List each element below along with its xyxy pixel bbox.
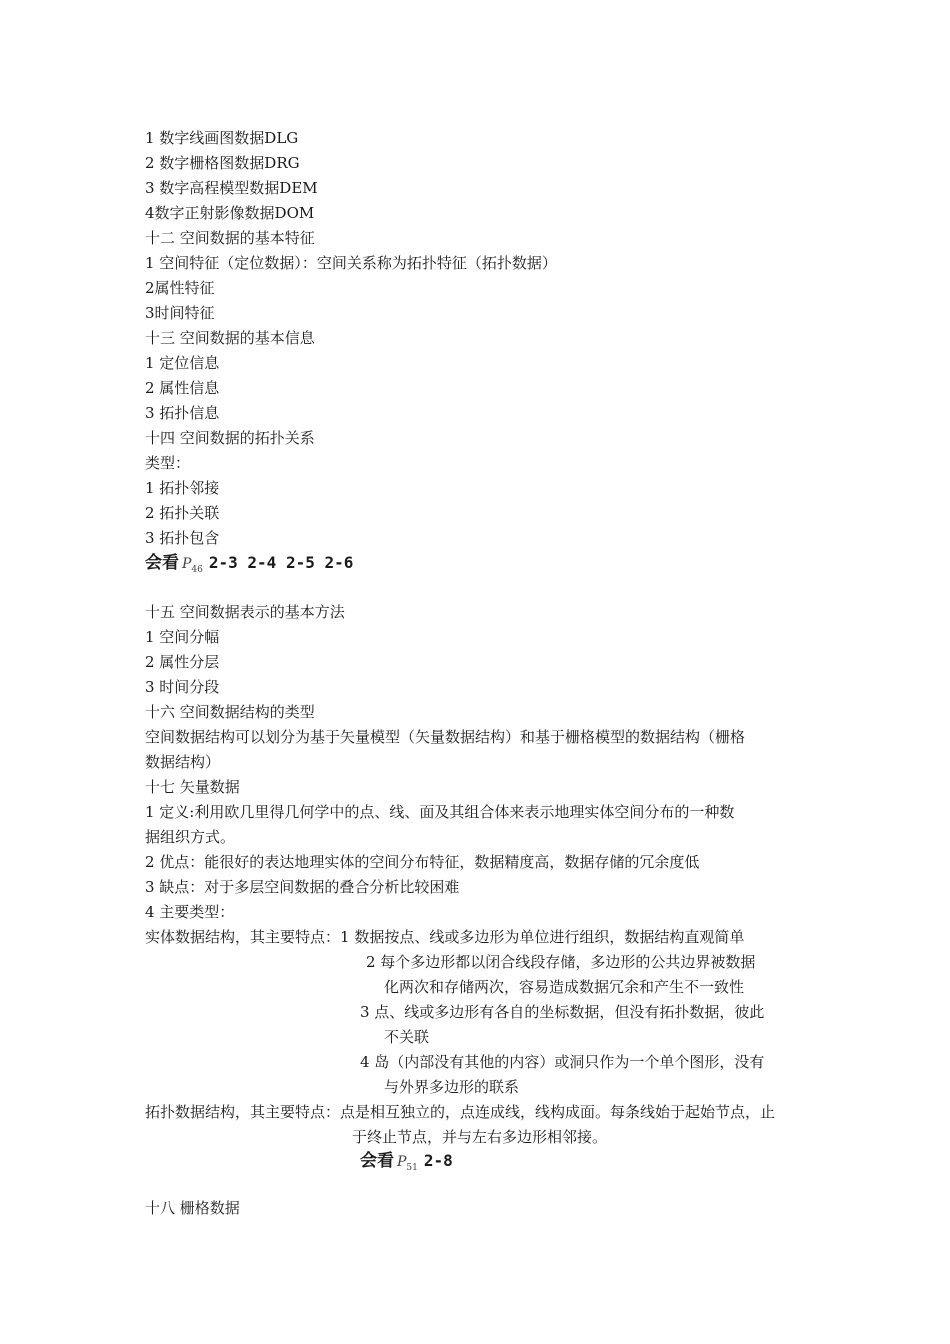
text-line: 类型： <box>145 454 191 472</box>
page-ref: $P_{46}$ <box>182 556 203 575</box>
text-line: 3 拓扑包含 <box>145 529 220 547</box>
text-line: 1 数字线画图数据DLG <box>145 129 299 147</box>
entity-feature-item: 4 岛（内部没有其他的内容）或洞只作为一个单个图形，没有 <box>360 1053 765 1071</box>
entity-feature-item: 3 点、线或多边形有各自的坐标数据，但没有拓扑数据，彼此 <box>360 1003 765 1021</box>
text-line: 3 数字高程模型数据DEM <box>145 179 318 197</box>
text-line: 2 数字栅格图数据DRG <box>145 154 300 172</box>
text-line: 4数字正射影像数据DOM <box>145 204 315 222</box>
text-line: 1 定义:利用欧几里得几何学中的点、线、面及其组合体来表示地理实体空间分布的一种数 <box>145 803 735 821</box>
section-heading: 十三 空间数据的基本信息 <box>145 329 315 347</box>
text-line: 1 拓扑邻接 <box>145 479 220 497</box>
topology-structure-line: 拓扑数据结构，其主要特点：点是相互独立的，点连成线，线构成面。每条线始于起始节点，止 <box>145 1103 776 1121</box>
text-line: 2 优点：能很好的表达地理实体的空间分布特征，数据精度高，数据存储的冗余度低 <box>145 853 700 871</box>
text-line: 1 空间特征（定位数据）：空间关系称为拓扑特征（拓扑数据） <box>145 254 557 272</box>
section-heading: 十五 空间数据表示的基本方法 <box>145 603 345 621</box>
text-line: 4 主要类型： <box>145 903 235 921</box>
text-line: 3时间特征 <box>145 304 215 322</box>
see-label: 会看 <box>360 1151 394 1171</box>
text-line: 3 缺点：对于多层空间数据的叠合分析比较困难 <box>145 878 460 896</box>
text-line: 据组织方式。 <box>145 828 236 846</box>
figure-refs: 2-8 <box>423 1151 453 1170</box>
text-line: 2 拓扑关联 <box>145 504 220 522</box>
section-heading: 十七 矢量数据 <box>145 778 240 796</box>
text-line: 2 属性分层 <box>145 653 220 671</box>
figure-refs: 2-3 2-4 2-5 2-6 <box>208 553 354 572</box>
see-reference <box>145 552 353 581</box>
entity-feature-item: 2 每个多边形都以闭合线段存储，多边形的公共边界被数据 <box>366 953 756 971</box>
entity-feature-item: 不关联 <box>384 1028 430 1046</box>
topology-structure-line: 于终止节点，并与左右多边形相邻接。 <box>352 1128 608 1146</box>
text-line: 1 空间分幅 <box>145 628 220 646</box>
text-line: 2属性特征 <box>145 279 215 297</box>
section-heading: 十八 栅格数据 <box>145 1199 240 1217</box>
entity-structure-line: 实体数据结构，其主要特点：1 数据按点、线或多边形为单位进行组织，数据结构直观简单 <box>145 928 745 946</box>
text-line: 3 时间分段 <box>145 678 220 696</box>
text-line: 2 属性信息 <box>145 379 220 397</box>
see-reference <box>360 1150 453 1179</box>
text-line: 1 定位信息 <box>145 354 220 372</box>
text-line: 数据结构） <box>145 753 221 771</box>
section-heading: 十六 空间数据结构的类型 <box>145 703 315 721</box>
section-heading: 十四 空间数据的拓扑关系 <box>145 429 315 447</box>
section-heading: 十二 空间数据的基本特征 <box>145 229 315 247</box>
page-ref: $P_{51}$ <box>397 1154 418 1173</box>
entity-feature-item: 化两次和存储两次，容易造成数据冗余和产生不一致性 <box>384 978 745 996</box>
entity-feature-item: 与外界多边形的联系 <box>384 1078 520 1096</box>
text-line: 空间数据结构可以划分为基于矢量模型（矢量数据结构）和基于栅格模型的数据结构（栅格 <box>145 728 746 746</box>
see-label: 会看 <box>145 553 179 573</box>
text-line: 3 拓扑信息 <box>145 404 220 422</box>
